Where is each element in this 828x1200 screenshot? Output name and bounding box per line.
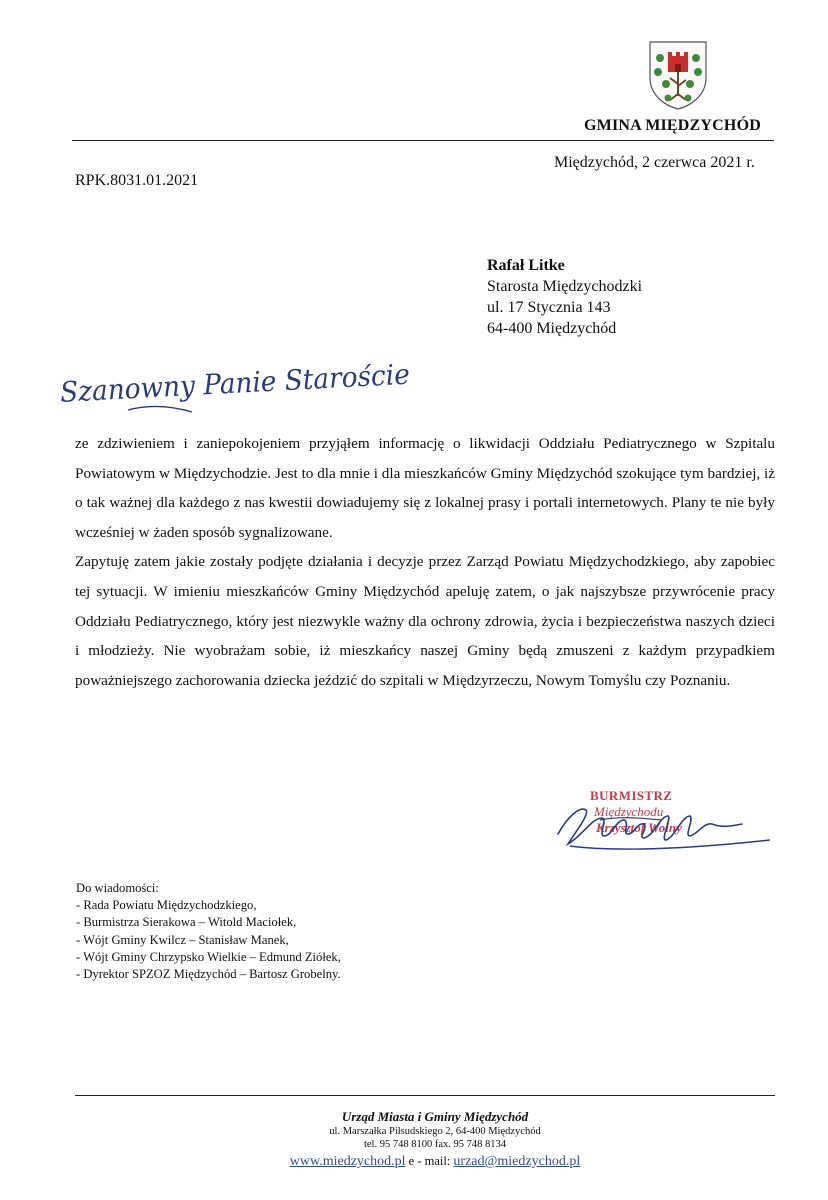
salutation-text: Szanowny Panie Staroście — [59, 356, 433, 409]
email-label: e - mail: — [408, 1154, 451, 1168]
website-link[interactable]: www.miedzychod.pl — [289, 1154, 406, 1169]
cc-item: - Wójt Gminy Chrzypsko Wielkie – Edmund Ziółek, — [76, 949, 341, 964]
cc-list — [76, 880, 341, 983]
office-phone: tel. 95 748 8100 fax. 95 748 8134 — [363, 1139, 507, 1150]
email-link[interactable]: urzad@miedzychod.pl — [453, 1154, 581, 1169]
cc-heading: Do wiadomości: — [76, 881, 159, 895]
body-paragraph: ze zdziwieniem i zaniepokojeniem przyjąłem informację o likwidacji Oddziału Pediatrycznego w Szpitalu Powiatowym w Międzychodzie. Jest to dla mnie i dla mieszkańców Gminy Międzychód szokujące tym bardziej, iż o tak ważnej dla każdego z nas kwestii dowiadujemy się z lokalnej prasy i portali internetowych. Plany te nie były wcześniej w żaden sposób sygnalizowane. — [75, 435, 775, 541]
cc-item: - Burmistrza Sierakowa – Witold Maciołek, — [76, 915, 297, 930]
cc-item: - Wójt Gminy Kwilcz – Stanisław Manek, — [76, 932, 289, 947]
recipient-address — [487, 255, 642, 339]
recipient-city: 64-400 Międzychód — [487, 320, 617, 337]
header-divider — [72, 140, 774, 141]
footer-divider — [75, 1095, 775, 1096]
municipality-name: GMINA MIĘDZYCHÓD — [584, 117, 761, 134]
stamp-line: Międzychodu — [594, 804, 664, 819]
footer-links — [200, 1155, 670, 1168]
coat-of-arms-icon — [646, 38, 710, 110]
office-name: Urząd Miasta i Gminy Międzychód — [341, 1109, 529, 1124]
letterhead-footer — [200, 1108, 670, 1168]
handwritten-salutation — [58, 350, 438, 430]
cc-item: - Rada Powiatu Międzychodzkiego, — [76, 898, 257, 913]
place-and-date: Międzychód, 2 czerwca 2021 r. — [554, 154, 755, 171]
stamp-line: Krzysztof Wolny — [596, 820, 682, 835]
reference-number: RPK.8031.01.2021 — [75, 172, 199, 189]
stamp-line: BURMISTRZ — [590, 788, 673, 803]
recipient-title: Starosta Międzychodzki — [487, 278, 643, 295]
handwritten-signature — [540, 790, 790, 870]
office-address: ul. Marszałka Piłsudskiego 2, 64-400 Międzychód — [329, 1126, 541, 1137]
cc-item: - Dyrektor SPZOZ Międzychód – Bartosz Grobelny. — [76, 967, 341, 982]
letter-body — [75, 429, 775, 695]
body-paragraph: Zapytuję zatem jakie zostały podjęte działania i decyzje przez Zarząd Powiatu Międzychodzkiego, aby zapobiec tej sytuacji. W imieniu mieszkańców Gminy Międzychód apeluję zatem, o jak najszybsze przywrócenie pracy Oddziału Pediatrycznego, który jest niezwykle ważny dla ochrony zdrowia, życia i bezpieczeństwa naszych dzieci i młodzieży. Nie wyobrażam sobie, iż mieszkańcy naszej Gminy będą zmuszeni z każdym przypadkiem poważniejszego zachorowania dziecka jeździć do szpitali w Międzyrzeczu, Nowym Tomyślu czy Poznaniu. — [75, 553, 775, 689]
recipient-street: ul. 17 Stycznia 143 — [487, 299, 611, 316]
recipient-name: Rafał Litke — [487, 257, 565, 274]
